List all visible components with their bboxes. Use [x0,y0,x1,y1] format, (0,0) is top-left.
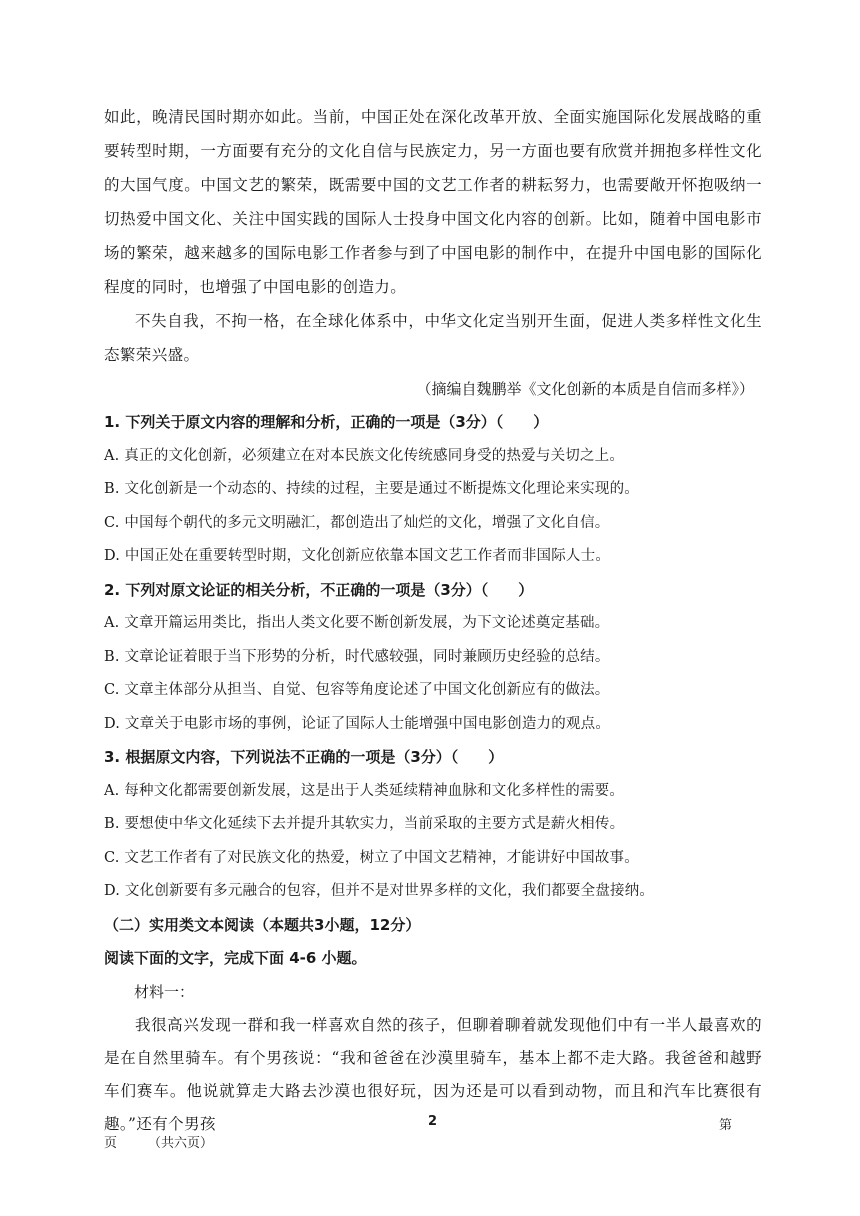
option-c: C. 中国每个朝代的多元文明融汇，都创造出了灿烂的文化，增强了文化自信。 [104,514,610,531]
footer-total-pages: （共六页） [148,1136,214,1151]
question-stem: 1. 下列关于原文内容的理解和分析，正确的一项是（3分）（ ） [104,413,549,431]
page-footer [104,1114,762,1158]
section-instruction: 阅读下面的文字，完成下面 4-6 小题。 [104,949,367,967]
page-number: 2 [428,1114,438,1129]
passage-paragraph-1: 如此，晚清民国时期亦如此。当前，中国正处在深化改革开放、全面实施国际化发展战略的重要转型时期，一方面要有充分的文化自信与民族定力，另一方面也要有欣赏并拥抱多样性文化的大国气度。中国文艺的繁荣，既需要中国的文艺工作者的耕耘努力，也需要敞开怀抱吸纳一切热爱中国文化、关注中国实践的国际人士投身中国文化内容的创新。比如，随着中国电影市场的繁荣，越来越多的国际电影工作者参与到了中国电影的制作中，在提升中国电影的国际化程度的同时，也增强了中国电影的创造力。 [104,108,762,296]
option-d: D. 文章关于电影市场的事例，论证了国际人士能增强中国电影创造力的观点。 [104,715,611,732]
passage-source: （摘编自魏鹏举《文化创新的本质是自信而多样》） [416,380,754,398]
question-2 [104,574,762,742]
page-content [104,100,762,1141]
option-a: A. 文章开篇运用类比，指出人类文化要不断创新发展，为下文论述奠定基础。 [104,615,610,631]
question-1 [104,406,762,574]
option-c: C. 文艺工作者有了对民族文化的热爱，树立了中国文艺精神，才能讲好中国故事。 [104,849,639,866]
option-a: A. 每种文化都需要创新发展，这是出于人类延续精神血脉和文化多样性的需要。 [104,782,625,799]
section-heading: （二）实用类文本阅读（本题共3小题，12分） [104,915,421,934]
question-3 [104,741,762,909]
option-d: D. 文化创新要有多元融合的包容，但并不是对世界多样的文化，我们都要全盘接纳。 [104,883,655,899]
question-stem: 3. 根据原文内容，下列说法不正确的一项是（3分）（ ） [104,748,504,766]
option-b: B. 要想使中华文化延续下去并提升其软实力，当前采取的主要方式是薪火相传。 [104,816,625,832]
footer-ye: 页 [104,1136,118,1151]
passage-paragraph-2: 不失自我，不拘一格，在全球化体系中，中华文化定当别开生面，促进人类多样性文化生态繁荣兴盛。 [104,312,762,364]
material-text: 我很高兴发现一群和我一样喜欢自然的孩子，但聊着聊着就发现他们中有一半人最喜欢的是在自然里骑车。有个男孩说：“我和爸爸在沙漠里骑车，基本上都不走大路。我爸爸和越野车们赛车。他说就算走大路去沙漠也很好玩，因为还是可以看到动物，而且和汽车比赛很有趣。”还有个男孩 [104,1016,762,1133]
option-a: A. 真正的文化创新，必须建立在对本民族文化传统感同身受的热爱与关切之上。 [104,447,625,464]
option-d: D. 中国正处在重要转型时期，文化创新应依靠本国文艺工作者而非国际人士。 [104,548,611,564]
material-label: 材料一： [134,982,195,1001]
option-b: B. 文章论证着眼于当下形势的分析，时代感较强，同时兼顾历史经验的总结。 [104,648,610,665]
question-stem: 2. 下列对原文论证的相关分析，不正确的一项是（3分）（ ） [104,580,534,599]
footer-di: 第 [718,1118,732,1133]
option-c: C. 文章主体部分从担当、自觉、包容等角度论述了中国文化创新应有的做法。 [104,682,610,698]
option-b: B. 文化创新是一个动态的、持续的过程，主要是通过不断提炼文化理论来实现的。 [104,481,639,497]
